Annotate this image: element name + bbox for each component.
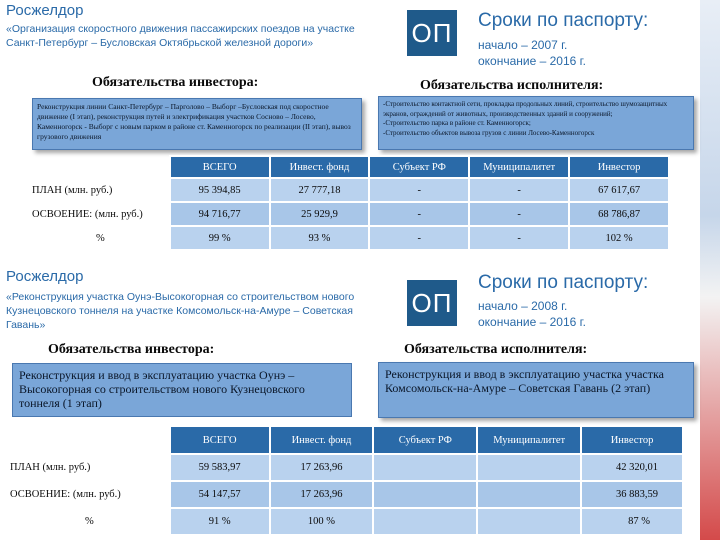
- table-cell: -: [469, 202, 569, 226]
- table-cell: 27 777,18: [270, 178, 370, 202]
- table-cell: 68 786,87: [569, 202, 669, 226]
- header-invest-fund: Инвест. фонд: [270, 426, 374, 454]
- decorative-edge-stripe: [700, 0, 720, 540]
- passport-end-2: окончание – 2016 г.: [478, 315, 586, 329]
- table-cell: 25 929,9: [270, 202, 370, 226]
- table-row: [8, 508, 683, 535]
- table-cell: 42 320,01: [581, 454, 683, 481]
- header-municipality: Муниципалитет: [469, 156, 569, 178]
- table-row: [8, 481, 683, 508]
- table-cell: -: [469, 178, 569, 202]
- org-name-1: Росжелдор: [6, 2, 84, 19]
- passport-start-2: начало – 2008 г.: [478, 299, 568, 313]
- table-cell: 87 %: [581, 508, 683, 535]
- table-header-row: [30, 156, 669, 178]
- table-cell: 59 583,97: [170, 454, 270, 481]
- table-cell: -: [369, 202, 469, 226]
- header-investor: Инвестор: [581, 426, 683, 454]
- investor-obligations-title-2: Обязательства инвестора:: [48, 342, 215, 357]
- row-label: ПЛАН (млн. руб.): [32, 184, 113, 196]
- table-cell: 102 %: [569, 226, 669, 250]
- executor-obligation-item: -Строительство парка в районе ст. Каменногорск;: [383, 119, 531, 127]
- table-header-row: [8, 426, 683, 454]
- table-row: [30, 178, 669, 202]
- table-cell: [373, 481, 477, 508]
- passport-title-1: Сроки по паспорту:: [478, 10, 649, 31]
- table-cell: 17 263,96: [270, 454, 374, 481]
- table-row: [30, 226, 669, 250]
- table-cell: 36 883,59: [581, 481, 683, 508]
- investor-obligations-box-1: [32, 98, 362, 150]
- table-cell: 94 716,77: [170, 202, 270, 226]
- table-cell: 100 %: [270, 508, 374, 535]
- header-total: ВСЕГО: [170, 156, 270, 178]
- table-cell: -: [369, 226, 469, 250]
- header-region: Субъект РФ: [369, 156, 469, 178]
- table-cell: [477, 508, 581, 535]
- table-cell: 17 263,96: [270, 481, 374, 508]
- table-cell: 54 147,57: [170, 481, 270, 508]
- table-cell: 67 617,67: [569, 178, 669, 202]
- table-cell: 99 %: [170, 226, 270, 250]
- header-region: Субъект РФ: [373, 426, 477, 454]
- op-badge-1: ОП: [407, 10, 457, 56]
- investor-obligations-text-1: Реконструкция линии Санкт-Петербург – Парголово – Выборг –Бусловская под скоростное движение (I этап), реконструкция путей и электрификация участков Сосново – Лосево, Каменногорск - Выборг с новым парком в районе ст. Каменногорск по реализации (II этап), вывоз грузового движения: [37, 102, 351, 141]
- table-cell: 91 %: [170, 508, 270, 535]
- table-cell: 93 %: [270, 226, 370, 250]
- investor-obligations-title-1: Обязательства инвестора:: [92, 75, 259, 90]
- table-cell: -: [469, 226, 569, 250]
- row-label: %: [96, 232, 105, 244]
- header-municipality: Муниципалитет: [477, 426, 581, 454]
- table-cell: 95 394,85: [170, 178, 270, 202]
- table-cell: [477, 454, 581, 481]
- table-row: [8, 454, 683, 481]
- row-label: %: [84, 516, 94, 527]
- row-label: ПЛАН (млн. руб.): [10, 462, 91, 473]
- table-cell: [373, 508, 477, 535]
- header-investor: Инвестор: [569, 156, 669, 178]
- executor-obligations-title-2: Обязательства исполнителя:: [404, 342, 588, 357]
- row-label: ОСВОЕНИЕ: (млн. руб.): [10, 489, 121, 500]
- executor-obligations-title-1: Обязательства исполнителя:: [420, 78, 604, 93]
- table-cell: -: [369, 178, 469, 202]
- executor-obligations-box-1: [378, 96, 694, 150]
- executor-obligation-item: -Строительство объектов вывоза грузов с линии Лосево-Каменногорск: [383, 128, 595, 137]
- finance-table-1: [30, 155, 670, 251]
- header-invest-fund: Инвест. фонд: [270, 156, 370, 178]
- table-cell: [373, 454, 477, 481]
- op-badge-2: ОП: [407, 280, 457, 326]
- executor-obligation-item: -Строительство контактной сети, прокладка продольных линий, строительство шумозащитных экранов, ограждений от животных, производственных зданий и сооружений;: [383, 100, 668, 118]
- executor-obligations-box-2: [378, 362, 694, 418]
- finance-table-2: [8, 425, 684, 536]
- passport-start-1: начало – 2007 г.: [478, 38, 568, 52]
- investor-obligations-box-2: [12, 363, 352, 417]
- row-label: ОСВОЕНИЕ: (млн. руб.): [32, 208, 143, 220]
- table-row: [30, 202, 669, 226]
- project-title-2: «Реконструкция участка Оунэ-Высокогорная со строительством нового Кузнецовского тоннеля на участке Комсомольск-на-Амуре – Советская Гавань»: [6, 291, 355, 331]
- project-title-1: «Организация скоростного движения пассажирских поездов на участке Санкт-Петербург – Бусловская Октябрьской железной дороги»: [6, 23, 355, 49]
- passport-title-2: Сроки по паспорту:: [478, 272, 649, 293]
- passport-end-1: окончание – 2016 г.: [478, 54, 586, 68]
- org-name-2: Росжелдор: [6, 268, 84, 285]
- investor-obligations-text-2: Реконструкция и ввод в эксплуатацию участка Оунэ – Высокогорная со строительством нового Кузнецовского тоннеля (1 этап): [19, 368, 305, 410]
- table-cell: [477, 481, 581, 508]
- header-total: ВСЕГО: [170, 426, 270, 454]
- executor-obligations-text-2: Реконструкция и ввод в эксплуатацию участка участка Комсомольск-на-Амуре – Советская Гавань (2 этап): [385, 367, 664, 395]
